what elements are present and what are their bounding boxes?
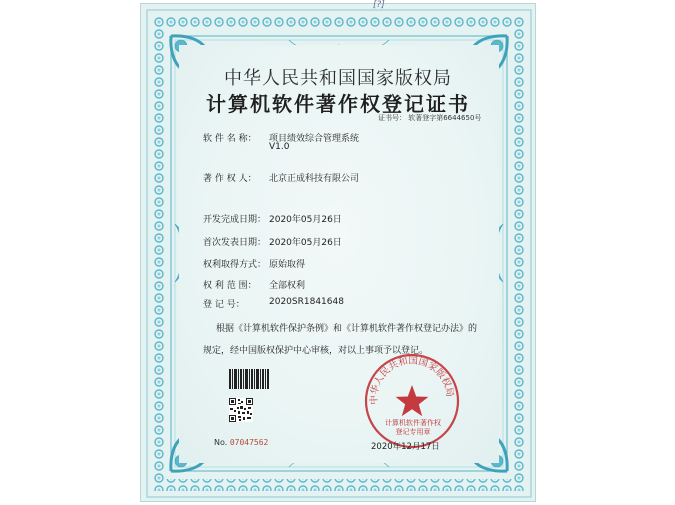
issue-date: 2020年12月17日 [371, 442, 440, 452]
rights-scope-label: 权 利 范 围： [203, 281, 257, 291]
registration-number-value: 2020SR1841648 [269, 297, 344, 307]
certification-statement-line1: 根据《计算机软件保护条例》和《计算机软件著作权登记办法》的 [216, 324, 478, 334]
serial-number [214, 438, 268, 447]
issuer-title: 中华人民共和国国家版权局 [224, 68, 452, 89]
acquisition-method-value: 原始取得 [269, 260, 306, 270]
copyright-owner-label: 著 作 权 人： [203, 174, 257, 184]
qr-code-image [229, 398, 253, 422]
completion-date-label: 开发完成日期： [203, 215, 267, 225]
seal-line1: 计算机软件著作权 [385, 419, 441, 427]
publication-date-label: 首次发表日期： [203, 238, 267, 248]
software-name-value: 项目绩效综合管理系统 [269, 134, 360, 144]
serial-label: No. [214, 438, 228, 447]
completion-date-value: 2020年05月26日 [269, 215, 342, 225]
publication-date-value: 2020年05月26日 [269, 238, 342, 248]
certificate-title: 计算机软件著作权登记证书 [206, 92, 470, 116]
seal-line2: 登记专用章 [395, 428, 431, 436]
acquisition-method-label: 权利取得方式： [203, 260, 267, 270]
serial-value: 07047562 [229, 438, 269, 447]
certification-statement-line2: 规定，经中国版权保护中心审核，对以上事项予以登记。 [203, 346, 429, 356]
software-name-label: 软 件 名 称： [203, 134, 257, 144]
seal-arc-text: 中华人民共和国国家版权局 [368, 355, 456, 405]
barcode-image [229, 369, 269, 389]
rights-scope-value: 全部权利 [269, 281, 306, 291]
handwritten-mark: [?] [373, 0, 385, 10]
seal-star-icon [396, 385, 429, 416]
software-version-value: V1.0 [269, 142, 290, 152]
registration-number-label: 登 记 号： [203, 300, 245, 310]
certificate-number: 证书号： 软著登字第6644650号 [378, 114, 482, 122]
copyright-owner-value: 北京正成科技有限公司 [269, 174, 360, 184]
